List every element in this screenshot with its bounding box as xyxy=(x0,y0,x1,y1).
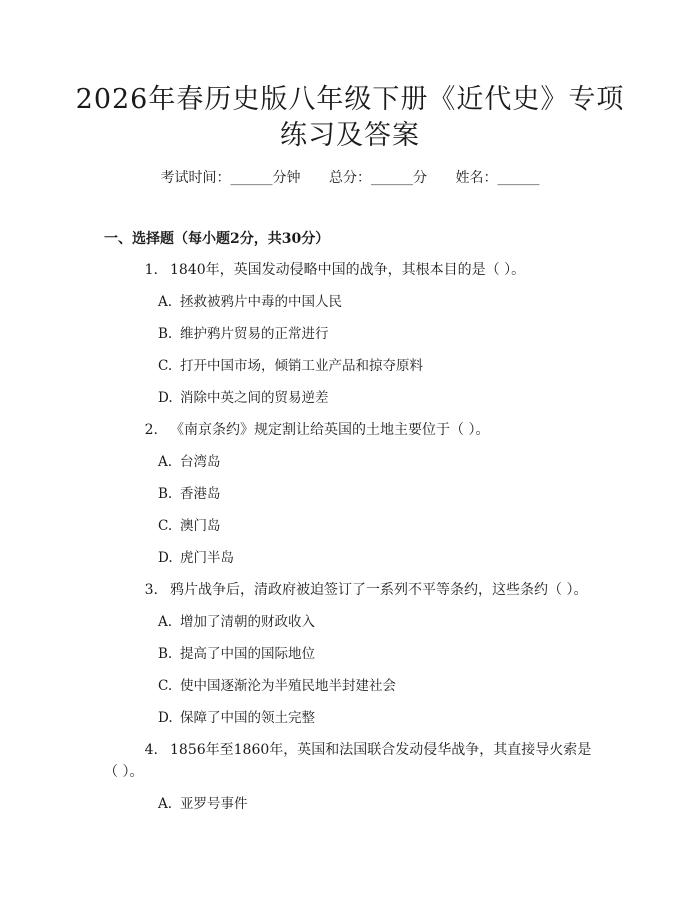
option-text: 增加了清朝的财政收入 xyxy=(180,614,315,630)
question-text: 1840年，英国发动侵略中国的战争，其根本目的是（ ）。 xyxy=(170,262,526,278)
option-text: 维护鸦片贸易的正常进行 xyxy=(180,326,329,342)
option-letter: D. xyxy=(158,390,173,406)
document-title-line1: 2026年春历史版八年级下册《近代史》专项 xyxy=(75,84,625,115)
question-text-line1: 1856年至1860年，英国和法国联合发动侵华战争，其直接导火索是 xyxy=(170,742,592,758)
option-text: 使中国逐渐沦为半殖民地半封建社会 xyxy=(180,678,396,694)
question-1 xyxy=(104,259,600,281)
option-letter: A. xyxy=(158,454,173,470)
question-2-option-a xyxy=(158,452,221,472)
question-2-option-d xyxy=(158,548,234,568)
option-text: 保障了中国的领土完整 xyxy=(180,710,315,726)
question-number: 2. xyxy=(144,422,158,438)
question-number: 3. xyxy=(144,582,158,598)
question-2 xyxy=(104,419,600,441)
option-letter: A. xyxy=(158,614,173,630)
option-letter: D. xyxy=(158,550,173,566)
option-letter: B. xyxy=(158,326,173,342)
question-2-option-b xyxy=(158,484,221,504)
option-text: 亚罗号事件 xyxy=(180,796,248,812)
option-letter: A. xyxy=(158,294,173,310)
question-3-option-a xyxy=(158,612,315,632)
option-text: 澳门岛 xyxy=(180,518,221,534)
option-text: 提高了中国的国际地位 xyxy=(180,646,315,662)
question-3-option-c xyxy=(158,676,396,696)
question-2-option-c xyxy=(158,516,221,536)
option-text: 消除中英之间的贸易逆差 xyxy=(180,390,329,406)
option-letter: A. xyxy=(158,796,173,812)
question-text-line2: （ ）。 xyxy=(104,764,144,780)
option-text: 打开中国市场，倾销工业产品和掠夺原料 xyxy=(180,358,423,374)
question-1-option-b xyxy=(158,324,329,344)
option-letter: C. xyxy=(158,518,173,534)
question-1-option-a xyxy=(158,292,342,312)
question-1-option-d xyxy=(158,388,329,408)
question-3-option-b xyxy=(158,644,315,664)
option-letter: B. xyxy=(158,486,173,502)
question-1-option-c xyxy=(158,356,423,376)
question-number: 1. xyxy=(144,262,158,278)
option-letter: D. xyxy=(158,710,173,726)
question-number: 4. xyxy=(144,742,158,758)
option-letter: B. xyxy=(158,646,173,662)
student-name-field: 姓名：______ xyxy=(455,170,540,186)
question-text: 《南京条约》规定割让给英国的土地主要位于（ ）。 xyxy=(170,422,490,438)
exam-info-row xyxy=(0,168,700,188)
question-4-option-a xyxy=(158,794,248,814)
total-score-field: 总分：______分 xyxy=(329,170,427,186)
question-4-continued xyxy=(104,761,600,783)
exam-time-field: 考试时间：______分钟 xyxy=(160,170,301,186)
section-heading-multiple-choice: 一、选择题（每小题2分，共30分） xyxy=(104,231,330,247)
option-letter: C. xyxy=(158,358,173,374)
question-text: 鸦片战争后，清政府被迫签订了一系列不平等条约，这些条约（ ）。 xyxy=(170,582,588,598)
option-text: 香港岛 xyxy=(180,486,221,502)
option-text: 拯救被鸦片中毒的中国人民 xyxy=(180,294,342,310)
question-3-option-d xyxy=(158,708,315,728)
option-text: 台湾岛 xyxy=(180,454,221,470)
question-4 xyxy=(104,739,600,761)
document-title-line2: 练习及答案 xyxy=(280,120,420,151)
option-letter: C. xyxy=(158,678,173,694)
question-3 xyxy=(104,579,600,601)
option-text: 虎门半岛 xyxy=(180,550,234,566)
